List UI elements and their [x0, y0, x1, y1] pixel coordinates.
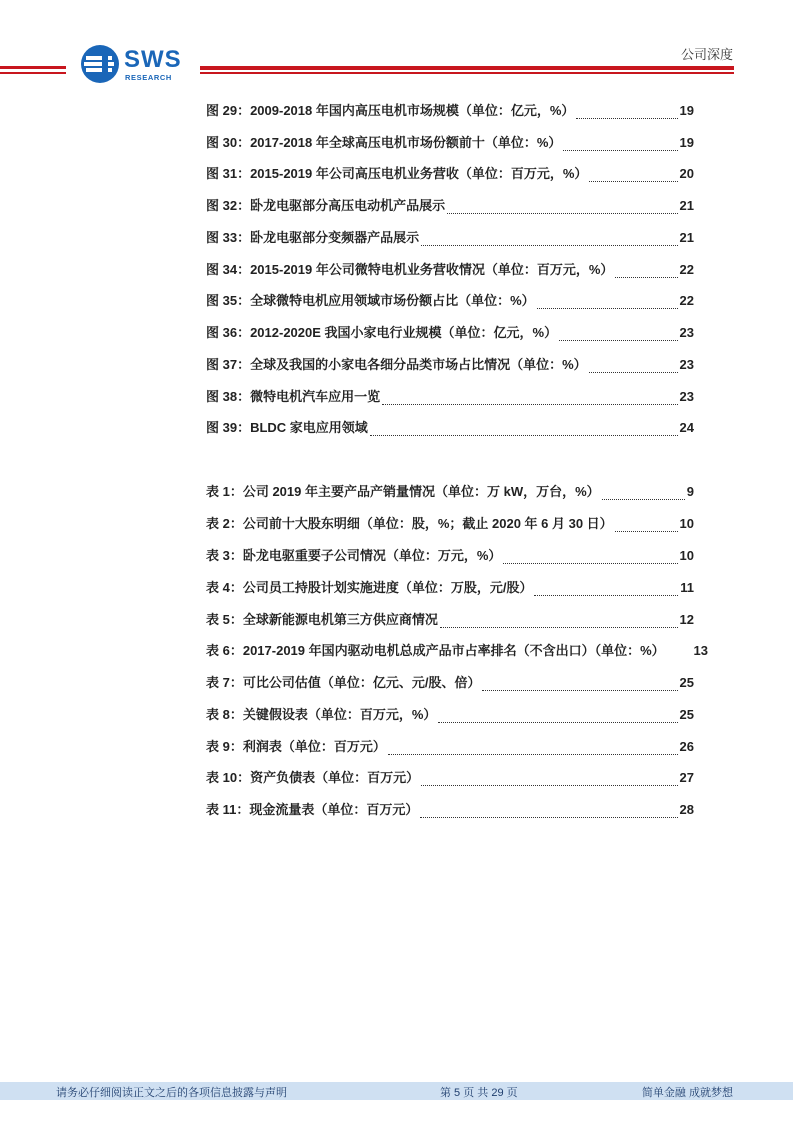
- toc-page-number: 12: [679, 612, 694, 627]
- page-footer: [0, 1082, 793, 1100]
- leader-dots: [589, 362, 678, 373]
- toc-table-entry[interactable]: [206, 513, 694, 535]
- toc-figure-entry[interactable]: [206, 290, 694, 312]
- toc-page-number: 19: [679, 103, 694, 118]
- toc-table-entry[interactable]: [206, 704, 694, 726]
- toc-entry-label: 图 29：2009-2018 年国内高压电机市场规模（单位：亿元，%）: [206, 103, 575, 118]
- leader-dots: [503, 553, 677, 564]
- toc-figure-entry[interactable]: [206, 354, 694, 376]
- leader-dots: [370, 425, 678, 436]
- toc-page-number: 25: [679, 707, 694, 722]
- sws-globe-icon: [80, 44, 120, 84]
- toc-figure-entry[interactable]: [206, 195, 694, 217]
- toc-page-number: 27: [679, 770, 694, 785]
- toc-figure-entry[interactable]: [206, 163, 694, 185]
- leader-dots: [447, 203, 677, 214]
- toc-entry-label: 图 39：BLDC 家电应用领域: [206, 420, 368, 435]
- toc-page-number: 26: [679, 739, 694, 754]
- toc-entry-label: 图 33：卧龙电驱部分变频器产品展示: [206, 230, 420, 245]
- brand-subtitle: RESEARCH: [125, 73, 172, 82]
- toc-table-entry[interactable]: [206, 609, 694, 631]
- leader-dots: [438, 712, 677, 723]
- leader-dots: [421, 235, 677, 246]
- leader-dots: [382, 394, 677, 405]
- report-type-label: 公司深度: [680, 47, 733, 62]
- header-rule: [0, 72, 66, 74]
- toc-entry-label: 图 34：2015-2019 年公司微特电机业务营收情况（单位：百万元，%）: [206, 262, 614, 277]
- toc-page-number: 22: [679, 293, 694, 308]
- leader-dots: [421, 775, 677, 786]
- toc-figure-entry[interactable]: [206, 100, 694, 122]
- toc-page-number: 20: [679, 166, 694, 181]
- toc-table-entry[interactable]: [206, 767, 694, 789]
- footer-page-info: 第 5 页 共 29 页: [440, 1087, 518, 1099]
- toc-page-number: 22: [679, 262, 694, 277]
- toc-page-number: 28: [679, 802, 694, 817]
- toc-page-number: 10: [679, 548, 694, 563]
- toc-entry-label: 表 6：2017-2019 年国内驱动电机总成产品市占率排名（不含出口）（单位：%）: [206, 643, 665, 658]
- toc-figure-entry[interactable]: [206, 322, 694, 344]
- leader-dots: [440, 617, 678, 628]
- toc-table-entry[interactable]: [206, 736, 694, 758]
- toc-page-number: 23: [679, 325, 694, 340]
- toc-table-entry[interactable]: [206, 672, 694, 694]
- toc-entry-label: 图 31：2015-2019 年公司高压电机业务营收（单位：百万元，%）: [206, 166, 588, 181]
- toc-entry-label: 图 36：2012-2020E 我国小家电行业规模（单位：亿元，%）: [206, 325, 558, 340]
- leader-dots: [563, 140, 677, 151]
- leader-dots: [615, 267, 677, 278]
- toc-entry-label: 图 32：卧龙电驱部分高压电动机产品展示: [206, 198, 446, 213]
- toc-entry-label: 表 9：利润表（单位：百万元）: [206, 739, 386, 754]
- leader-dots: [615, 521, 678, 532]
- toc-table-entry[interactable]: [206, 799, 694, 821]
- toc-page-number: 9: [686, 484, 694, 499]
- toc-entry-label: 表 10：资产负债表（单位：百万元）: [206, 770, 420, 785]
- toc-figure-entry[interactable]: [206, 227, 694, 249]
- toc-page-number: 23: [679, 389, 694, 404]
- toc-entry-label: 表 7：可比公司估值（单位：亿元、元/股、倍）: [206, 675, 481, 690]
- sws-logo: [80, 44, 190, 88]
- toc-page-number: 13: [693, 643, 708, 658]
- toc-entry-label: 表 4：公司员工持股计划实施进度（单位：万股，元/股）: [206, 580, 533, 595]
- brand-name: SWS: [124, 46, 182, 73]
- toc-entry-label: 图 37：全球及我国的小家电各细分品类市场占比情况（单位：%）: [206, 357, 587, 372]
- toc-page-number: 25: [679, 675, 694, 690]
- leader-dots: [559, 330, 677, 341]
- header-rule: [200, 66, 734, 70]
- toc-table-entry[interactable]: [206, 545, 694, 567]
- toc-entry-label: 表 2：公司前十大股东明细（单位：股，%；截止 2020 年 6 月 30 日）: [206, 516, 613, 531]
- toc-page-number: 24: [679, 420, 694, 435]
- leader-dots: [388, 744, 678, 755]
- toc-table-entry[interactable]: [206, 481, 694, 503]
- leader-dots: [602, 489, 685, 500]
- footer-slogan: 简单金融 成就梦想: [641, 1087, 733, 1099]
- leader-dots: [420, 807, 677, 818]
- header-rule: [0, 66, 66, 69]
- toc-figure-entry[interactable]: [206, 259, 694, 281]
- leader-dots: [589, 171, 677, 182]
- leader-dots: [576, 108, 677, 119]
- toc-page-number: 10: [679, 516, 694, 531]
- toc-page-number: 19: [679, 135, 694, 150]
- toc-entry-label: 表 1：公司 2019 年主要产品产销量情况（单位：万 kW，万台，%）: [206, 484, 600, 499]
- toc-figure-entry[interactable]: [206, 386, 694, 408]
- header-rule: [200, 72, 734, 74]
- toc-entry-label: 图 30：2017-2018 年全球高压电机市场份额前十（单位：%）: [206, 135, 562, 150]
- leader-dots: [482, 680, 677, 691]
- toc-page-number: 11: [680, 580, 694, 595]
- toc-table-entry[interactable]: [206, 640, 708, 662]
- toc-page-number: 21: [679, 230, 694, 245]
- footer-disclaimer: 请务必仔细阅读正文之后的各项信息披露与声明: [56, 1087, 287, 1099]
- toc-entry-label: 表 8：关键假设表（单位：百万元，%）: [206, 707, 437, 722]
- toc-entry-label: 图 35：全球微特电机应用领域市场份额占比（单位：%）: [206, 293, 535, 308]
- toc-table-entry[interactable]: [206, 577, 694, 599]
- toc-entry-label: 表 3：卧龙电驱重要子公司情况（单位：万元，%）: [206, 548, 502, 563]
- toc-entry-label: 表 11：现金流量表（单位：百万元）: [206, 802, 419, 817]
- toc-page-number: 23: [679, 357, 694, 372]
- toc-figure-entry[interactable]: [206, 417, 694, 439]
- leader-dots: [537, 298, 678, 309]
- toc-entry-label: 图 38：微特电机汽车应用一览: [206, 389, 381, 404]
- toc-page-number: 21: [679, 198, 694, 213]
- toc-entry-label: 表 5：全球新能源电机第三方供应商情况: [206, 612, 438, 627]
- toc-figure-entry[interactable]: [206, 132, 694, 154]
- leader-dots: [534, 585, 678, 596]
